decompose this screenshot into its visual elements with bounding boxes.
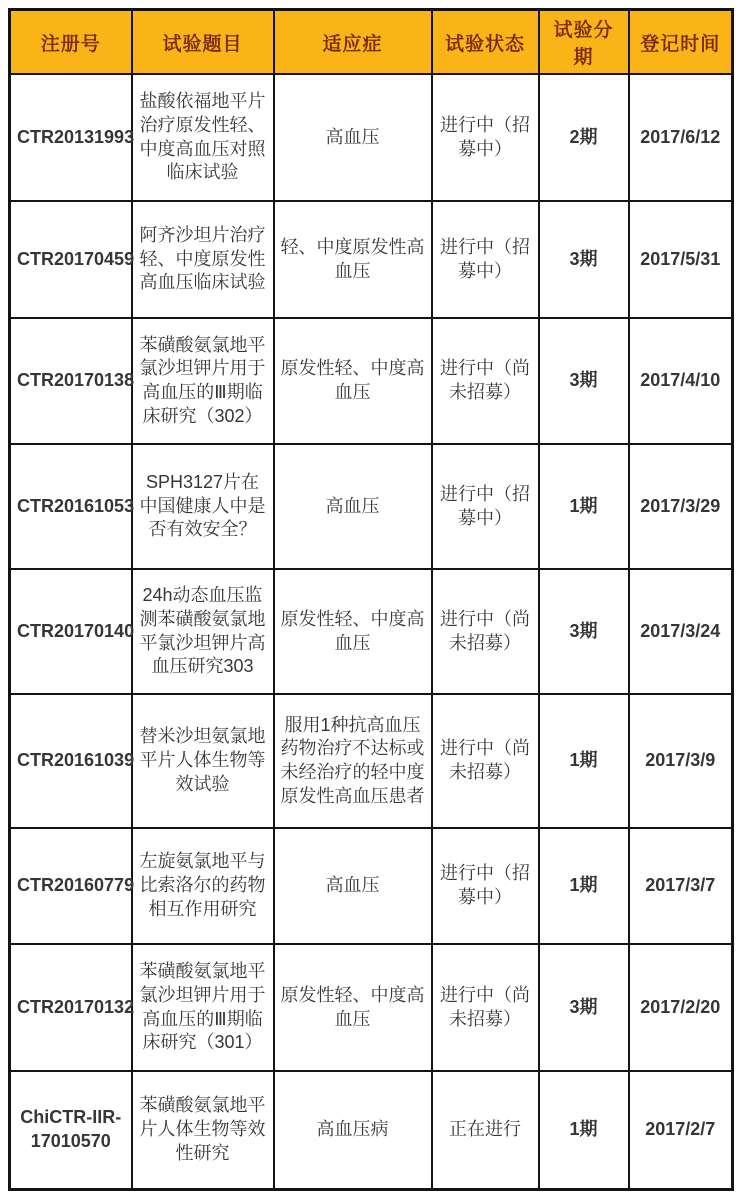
cell-title: 苯磺酸氨氯地平氯沙坦钾片用于高血压的Ⅲ期临床研究（301） [132,944,274,1071]
cell-date: 2017/3/7 [629,828,733,944]
table-row [10,944,733,1071]
cell-title: SPH3127片在中国健康人中是否有效安全？ [132,444,274,569]
cell-indication: 原发性轻、中度高血压 [274,318,432,444]
cell-date: 2017/6/12 [629,74,733,201]
cell-phase: 3期 [539,944,629,1071]
cell-reg_no: CTR20170138 [10,318,132,444]
cell-phase: 1期 [539,828,629,944]
cell-indication: 服用1种抗高血压药物治疗不达标或未经治疗的轻中度原发性高血压患者 [274,694,432,828]
cell-indication: 高血压 [274,444,432,569]
cell-phase: 3期 [539,201,629,318]
cell-title: 替米沙坦氨氯地平片人体生物等效试验 [132,694,274,828]
cell-date: 2017/5/31 [629,201,733,318]
cell-status: 进行中（招募中） [432,444,539,569]
cell-status: 进行中（招募中） [432,74,539,201]
cell-reg_no: CTR20131993 [10,74,132,201]
table-row [10,828,733,944]
cell-reg_no: CTR20170459 [10,201,132,318]
cell-phase: 2期 [539,74,629,201]
cell-indication: 高血压 [274,828,432,944]
cell-indication: 高血压 [274,74,432,201]
cell-status: 进行中（招募中） [432,828,539,944]
cell-phase: 1期 [539,694,629,828]
cell-indication: 高血压病 [274,1071,432,1189]
cell-date: 2017/2/20 [629,944,733,1071]
header-row [10,10,733,75]
cell-phase: 1期 [539,1071,629,1189]
table-header [10,10,733,75]
table-body [10,74,733,1189]
cell-title: 苯磺酸氨氯地平片人体生物等效性研究 [132,1071,274,1189]
cell-title: 阿齐沙坦片治疗轻、中度原发性高血压临床试验 [132,201,274,318]
cell-status: 进行中（尚未招募） [432,318,539,444]
cell-reg_no: CTR20170140 [10,569,132,694]
cell-status: 进行中（尚未招募） [432,569,539,694]
cell-title: 左旋氨氯地平与比索洛尔的药物相互作用研究 [132,828,274,944]
column-header-reg_no: 注册号 [10,10,132,75]
cell-phase: 3期 [539,318,629,444]
column-header-phase: 试验分期 [539,10,629,75]
column-header-indication: 适应症 [274,10,432,75]
cell-reg_no: CTR20170132 [10,944,132,1071]
cell-date: 2017/2/7 [629,1071,733,1189]
table-row [10,201,733,318]
cell-indication: 原发性轻、中度高血压 [274,569,432,694]
table-row [10,74,733,201]
cell-date: 2017/3/24 [629,569,733,694]
cell-title: 24h动态血压监测苯磺酸氨氯地平氯沙坦钾片高血压研究303 [132,569,274,694]
cell-phase: 1期 [539,444,629,569]
column-header-title: 试验题目 [132,10,274,75]
clinical-trials-table-container [8,8,731,1191]
clinical-trials-table [8,8,734,1191]
cell-reg_no: CTR20161053 [10,444,132,569]
table-row [10,694,733,828]
cell-indication: 原发性轻、中度高血压 [274,944,432,1071]
cell-title: 盐酸依福地平片治疗原发性轻、中度高血压对照临床试验 [132,74,274,201]
cell-reg_no: ChiCTR-IIR-17010570 [10,1071,132,1189]
table-row [10,444,733,569]
cell-status: 正在进行 [432,1071,539,1189]
cell-reg_no: CTR20161039 [10,694,132,828]
cell-status: 进行中（招募中） [432,201,539,318]
cell-indication: 轻、中度原发性高血压 [274,201,432,318]
cell-date: 2017/3/29 [629,444,733,569]
cell-status: 进行中（尚未招募） [432,694,539,828]
table-row [10,318,733,444]
cell-date: 2017/4/10 [629,318,733,444]
cell-phase: 3期 [539,569,629,694]
cell-title: 苯磺酸氨氯地平氯沙坦钾片用于高血压的Ⅲ期临床研究（302） [132,318,274,444]
table-row [10,569,733,694]
cell-reg_no: CTR20160779 [10,828,132,944]
table-row [10,1071,733,1189]
column-header-date: 登记时间 [629,10,733,75]
cell-date: 2017/3/9 [629,694,733,828]
column-header-status: 试验状态 [432,10,539,75]
cell-status: 进行中（尚未招募） [432,944,539,1071]
